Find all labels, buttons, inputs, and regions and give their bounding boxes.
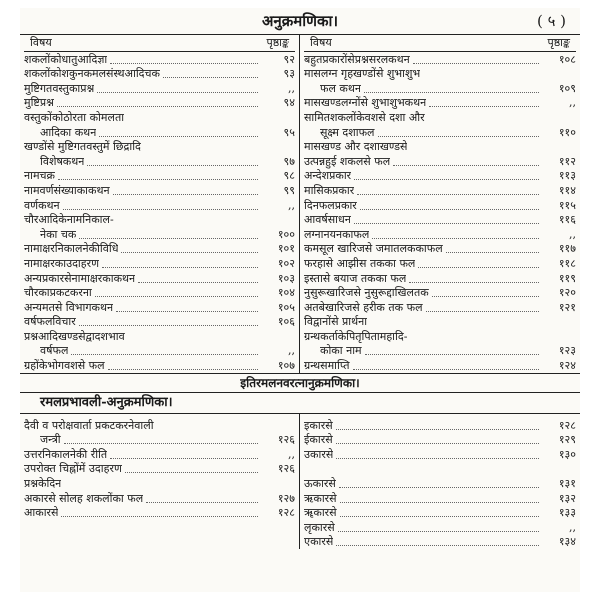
entry-page-number: ९९ (283, 183, 295, 197)
index-entry (24, 271, 295, 286)
entry-page-number: १२४ (558, 359, 576, 373)
index-entry (24, 183, 295, 198)
entry-page-number: ९३ (283, 67, 295, 81)
index-entry (24, 227, 295, 242)
entry-subject: अन्यमतसे विभागकथन (24, 300, 114, 314)
index-entry (24, 433, 295, 448)
index-entry (304, 169, 576, 184)
entry-page-number: १०१ (277, 242, 295, 256)
entry-subject: नामाक्षरनिकालनेकीविधि (24, 242, 119, 256)
dot-leader (360, 209, 539, 210)
dot-leader (116, 311, 258, 312)
entry-subject: अन्यप्रकारसेनामाक्षरकाकथन (24, 271, 136, 285)
entry-page-number: ११६ (558, 213, 576, 227)
dot-leader (71, 354, 258, 355)
index-entry (24, 125, 295, 140)
entry-subject: मासखण्ड और दशाखण्डसे (304, 140, 408, 154)
index-entry (24, 140, 295, 155)
entry-subject: दैवी व परोक्षवार्ता प्रकटकरनेवाली (24, 418, 154, 432)
entry-subject: उपरोक्त चिह्नोंमें उदाहरण (24, 462, 122, 476)
entry-page-number: १२६ (277, 433, 295, 447)
entry-subject: प्रश्नकेदिन (24, 477, 62, 491)
entry-subject: नामवर्णसंख्याकाकथन (24, 183, 110, 197)
index-entry (24, 81, 295, 96)
index-entry (304, 198, 576, 213)
entry-page-number: १२७ (277, 491, 295, 505)
subject-heading: विषय (310, 36, 332, 49)
index-entry (24, 462, 295, 477)
index-entry (24, 154, 295, 169)
dot-leader (429, 106, 539, 107)
entry-subject: आकारसे (24, 506, 59, 520)
entry-subject: सूक्ष्म दशाफल (320, 125, 375, 139)
entry-page-number: ११२ (558, 154, 576, 168)
dot-leader (102, 267, 258, 268)
page-heading: पृष्ठाङ्क (266, 36, 289, 49)
entry-page-number: १०३ (277, 271, 295, 285)
entry-subject: प्रश्नआदिखण्डसेद्वादशभाव (24, 329, 125, 343)
dot-leader (79, 238, 258, 239)
index-entry (304, 213, 576, 228)
dot-leader (338, 531, 539, 532)
entry-subject: वस्तुकोंकोठोरता कोमलता (24, 110, 125, 124)
index-entry (304, 329, 576, 344)
entry-subject: दिनफलप्रकार (304, 198, 357, 212)
entry-page-number: ,, (288, 198, 295, 212)
dot-leader (378, 136, 539, 137)
entry-page-number: ११८ (558, 256, 576, 270)
entry-subject: कमसूल खारिजसे जमातलककाफल (304, 242, 443, 256)
entry-page-number: १२८ (558, 418, 576, 432)
index-entry (24, 198, 295, 213)
entry-subject: चौरआदिकेनामनिकाल- (24, 213, 114, 227)
dot-leader (113, 194, 258, 195)
index-entry (24, 96, 295, 111)
index-entry (304, 256, 576, 271)
entry-page-number: १०२ (277, 256, 295, 270)
entry-subject: मुष्टिप्रश्न (24, 96, 54, 110)
entry-subject: फरहासे आझीस तकका फल (304, 256, 416, 270)
entry-page-number: ९५ (283, 125, 295, 139)
entry-subject: ऋकारसे (304, 491, 337, 505)
entry-page-number: ९२ (283, 52, 295, 66)
entry-page-number: ११५ (558, 198, 576, 212)
dot-leader (138, 282, 258, 283)
dot-leader (110, 458, 258, 459)
index-entry (24, 213, 295, 228)
dot-leader (413, 63, 539, 64)
index-entry (304, 110, 576, 125)
entry-subject: सामितशकलोंकेवशसे दशा और (304, 110, 425, 124)
dot-leader (357, 194, 539, 195)
entry-subject: शकलोंकोधातुआदिज्ञा (24, 52, 108, 66)
entry-page-number: ,, (569, 227, 576, 241)
entry-page-number: १२१ (558, 300, 576, 314)
entry-page-number: १२० (558, 286, 576, 300)
entry-page-number: १२६ (277, 462, 295, 476)
dot-leader (365, 354, 539, 355)
entry-subject: लग्नानयनकाफल (304, 227, 370, 241)
entry-page-number: ११७ (558, 242, 576, 256)
dot-leader (446, 252, 539, 253)
index-entry (304, 300, 576, 315)
index-entry (24, 418, 295, 433)
index-entry (24, 476, 295, 491)
index-columns-bottom (20, 414, 580, 549)
dot-leader (336, 545, 539, 546)
dot-leader (125, 472, 258, 473)
entry-page-number: १३१ (558, 477, 576, 491)
subject-heading: विषय (30, 36, 52, 49)
dot-leader (99, 136, 258, 137)
index-entry (24, 315, 295, 330)
column-header (304, 35, 576, 52)
section-end-banner: इतिरमलनवरत्नानुक्रमणिका। (20, 373, 580, 393)
entry-page-number: १०९ (558, 81, 576, 95)
entry-subject: आवर्षसाधन (304, 213, 351, 227)
entry-subject: विशेषकथन (40, 154, 85, 168)
dot-leader (339, 487, 539, 488)
dot-leader (87, 165, 258, 166)
dot-leader (354, 179, 539, 180)
index-entry (24, 286, 295, 301)
index-entry (24, 329, 295, 344)
entry-page-number: ,, (288, 447, 295, 461)
index-entry (304, 462, 576, 477)
entry-page-number: १०४ (277, 286, 295, 300)
dot-leader (372, 238, 539, 239)
entry-page-number: १३३ (558, 506, 576, 520)
entry-subject: ग्रन्थसमाप्ति (304, 359, 350, 373)
entry-page-number: ९७ (283, 154, 295, 168)
index-entry (304, 418, 576, 433)
entry-page-number: १२९ (558, 433, 576, 447)
entry-page-number: १०५ (277, 300, 295, 314)
index-entry (304, 491, 576, 506)
dot-leader (336, 429, 539, 430)
index-entry (24, 491, 295, 506)
index-entry (24, 169, 295, 184)
index-list (24, 52, 295, 373)
dot-leader (409, 282, 539, 283)
dot-leader (163, 77, 258, 78)
entry-subject: नेका चक (40, 227, 77, 241)
index-entry (24, 242, 295, 257)
entry-subject: वर्णकथन (24, 198, 60, 212)
index-entry (24, 344, 295, 359)
index-entry (304, 535, 576, 550)
dot-leader (418, 267, 539, 268)
index-entry (304, 227, 576, 242)
entry-page-number: १०० (277, 227, 295, 241)
entry-page-number: १०६ (277, 315, 295, 329)
entry-subject: बहुतप्रकारोंसेप्रश्नसरलकथन (304, 52, 410, 66)
dot-leader (432, 296, 539, 297)
entry-subject: जन्त्री (40, 433, 61, 447)
page-header (20, 8, 580, 34)
entry-subject: ऊकारसे (304, 477, 336, 491)
entry-page-number: ,, (288, 81, 295, 95)
dot-leader (336, 443, 539, 444)
entry-page-number: १२८ (277, 506, 295, 520)
index-entry (304, 358, 576, 373)
entry-subject: उत्तरनिकालनेकी रीति (24, 447, 108, 461)
index-list (304, 414, 576, 549)
dot-leader (63, 209, 258, 210)
dot-leader (110, 63, 258, 64)
index-entry (24, 447, 295, 462)
dot-leader (95, 296, 258, 297)
entry-subject: नामचक्र (24, 169, 55, 183)
index-entry (304, 520, 576, 535)
entry-page-number: ११० (558, 125, 576, 139)
entry-subject: एकारसे (304, 535, 334, 549)
entry-subject: खण्डोंसे मुष्टिगतवस्तुमें छिद्रादि (24, 140, 141, 154)
entry-page-number: १०८ (558, 52, 576, 66)
entry-subject: मासखण्डलग्नोंसे शुभाशुभकथन (304, 96, 427, 110)
entry-subject: मुष्टिगतवस्तुकाप्रश्न (24, 81, 95, 95)
dot-leader (146, 502, 258, 503)
dot-leader (354, 223, 539, 224)
index-entry (304, 52, 576, 67)
entry-page-number: ,, (569, 96, 576, 110)
page-number: ( ५ ) (536, 12, 566, 30)
dot-leader (340, 516, 539, 517)
entry-page-number: ११४ (558, 183, 576, 197)
entry-page-number: १३२ (558, 491, 576, 505)
page-heading: पृष्ठाङ्क (547, 36, 570, 49)
index-entry (304, 286, 576, 301)
entry-subject: नामाक्षरकाउदाहरण (24, 256, 100, 270)
index-entry (304, 140, 576, 155)
page-title: अनुक्रमणिका। (261, 12, 339, 30)
index-entry (304, 476, 576, 491)
entry-subject: मासिकप्रकार (304, 183, 355, 197)
entry-subject: उत्पन्नहुई शकलसे फल (304, 154, 391, 168)
right-column (300, 414, 580, 549)
entry-subject: मासलग्न गृहखण्डोंसे शुभाशुभ (304, 67, 421, 81)
entry-subject: अन्देशप्रकार (304, 169, 352, 183)
dot-leader (64, 443, 258, 444)
index-entry (304, 81, 576, 96)
index-entry (304, 96, 576, 111)
left-column (20, 414, 300, 549)
entry-subject: विद्वानोंसे प्रार्थना (304, 315, 368, 329)
index-entry (304, 183, 576, 198)
entry-subject: इकारसे (304, 418, 333, 432)
entry-subject: ईकारसे (304, 433, 333, 447)
section-title-banner: रमलप्रभावली-अनुक्रमणिका। (20, 393, 580, 414)
entry-subject: नुसुरूखारिजसे नुसुरूद्दाखिलतक (304, 286, 429, 300)
entry-subject: ॠकारसे (304, 506, 337, 520)
index-entry (24, 256, 295, 271)
entry-subject: कोका नाम (320, 344, 362, 358)
index-entry (304, 315, 576, 330)
dot-leader (57, 106, 258, 107)
index-entry (304, 242, 576, 257)
dot-leader (336, 458, 539, 459)
entry-page-number: १०७ (277, 359, 295, 373)
index-entry (24, 52, 295, 67)
entry-subject: उकारसे (304, 447, 334, 461)
dot-leader (121, 252, 258, 253)
index-entry (24, 110, 295, 125)
entry-page-number: ११९ (558, 271, 576, 285)
entry-subject: ग्रन्थकर्ताकेपितृपितामहादि- (304, 329, 408, 343)
dot-leader (58, 179, 258, 180)
dot-leader (61, 516, 258, 517)
dot-leader (97, 92, 258, 93)
index-entry (304, 344, 576, 359)
index-columns-top (20, 35, 580, 373)
entry-subject: अतबेखारिजसे हरीक तक फल (304, 300, 423, 314)
entry-subject: लृकारसे (304, 520, 335, 534)
entry-page-number: ११३ (558, 169, 576, 183)
index-entry (24, 67, 295, 82)
dot-leader (364, 92, 539, 93)
index-entry (304, 125, 576, 140)
index-list (304, 52, 576, 373)
entry-page-number: ,, (288, 344, 295, 358)
entry-subject: चौरकाप्रकटकरना (24, 286, 92, 300)
index-entry (304, 67, 576, 82)
index-entry (24, 300, 295, 315)
column-header (24, 35, 295, 52)
dot-leader (426, 311, 539, 312)
entry-subject: शकलोंकोशकुनकमलसंस्थआदिचक (24, 67, 160, 81)
entry-subject: वर्षफल (40, 344, 69, 358)
entry-subject: आदिका कथन (40, 125, 97, 139)
entry-page-number: १३० (558, 447, 576, 461)
index-entry (24, 358, 295, 373)
dot-leader (340, 502, 539, 503)
entry-page-number: ९४ (283, 96, 295, 110)
right-column (300, 35, 580, 373)
dot-leader (353, 369, 539, 370)
entry-page-number: १३४ (558, 535, 576, 549)
entry-page-number: १२३ (558, 344, 576, 358)
entry-page-number: ,, (569, 520, 576, 534)
entry-subject: ग्रहोंकेभोगवशसे फल (24, 359, 105, 373)
entry-subject: वर्षफलविचार (24, 315, 76, 329)
index-entry (304, 154, 576, 169)
index-list (24, 414, 295, 520)
dot-leader (79, 325, 258, 326)
index-entry (24, 506, 295, 521)
entry-page-number: ९८ (283, 169, 295, 183)
entry-subject: अकारसे सोलह शकलोंका फल (24, 491, 144, 505)
entry-subject: इस्तासे बयाज तकका फल (304, 271, 407, 285)
dot-leader (393, 165, 539, 166)
dot-leader (108, 369, 258, 370)
index-entry (304, 447, 576, 462)
index-entry (304, 433, 576, 448)
index-entry (304, 271, 576, 286)
document-page (20, 8, 580, 592)
left-column (20, 35, 300, 373)
entry-subject: फल कथन (320, 81, 362, 95)
index-entry (304, 506, 576, 521)
